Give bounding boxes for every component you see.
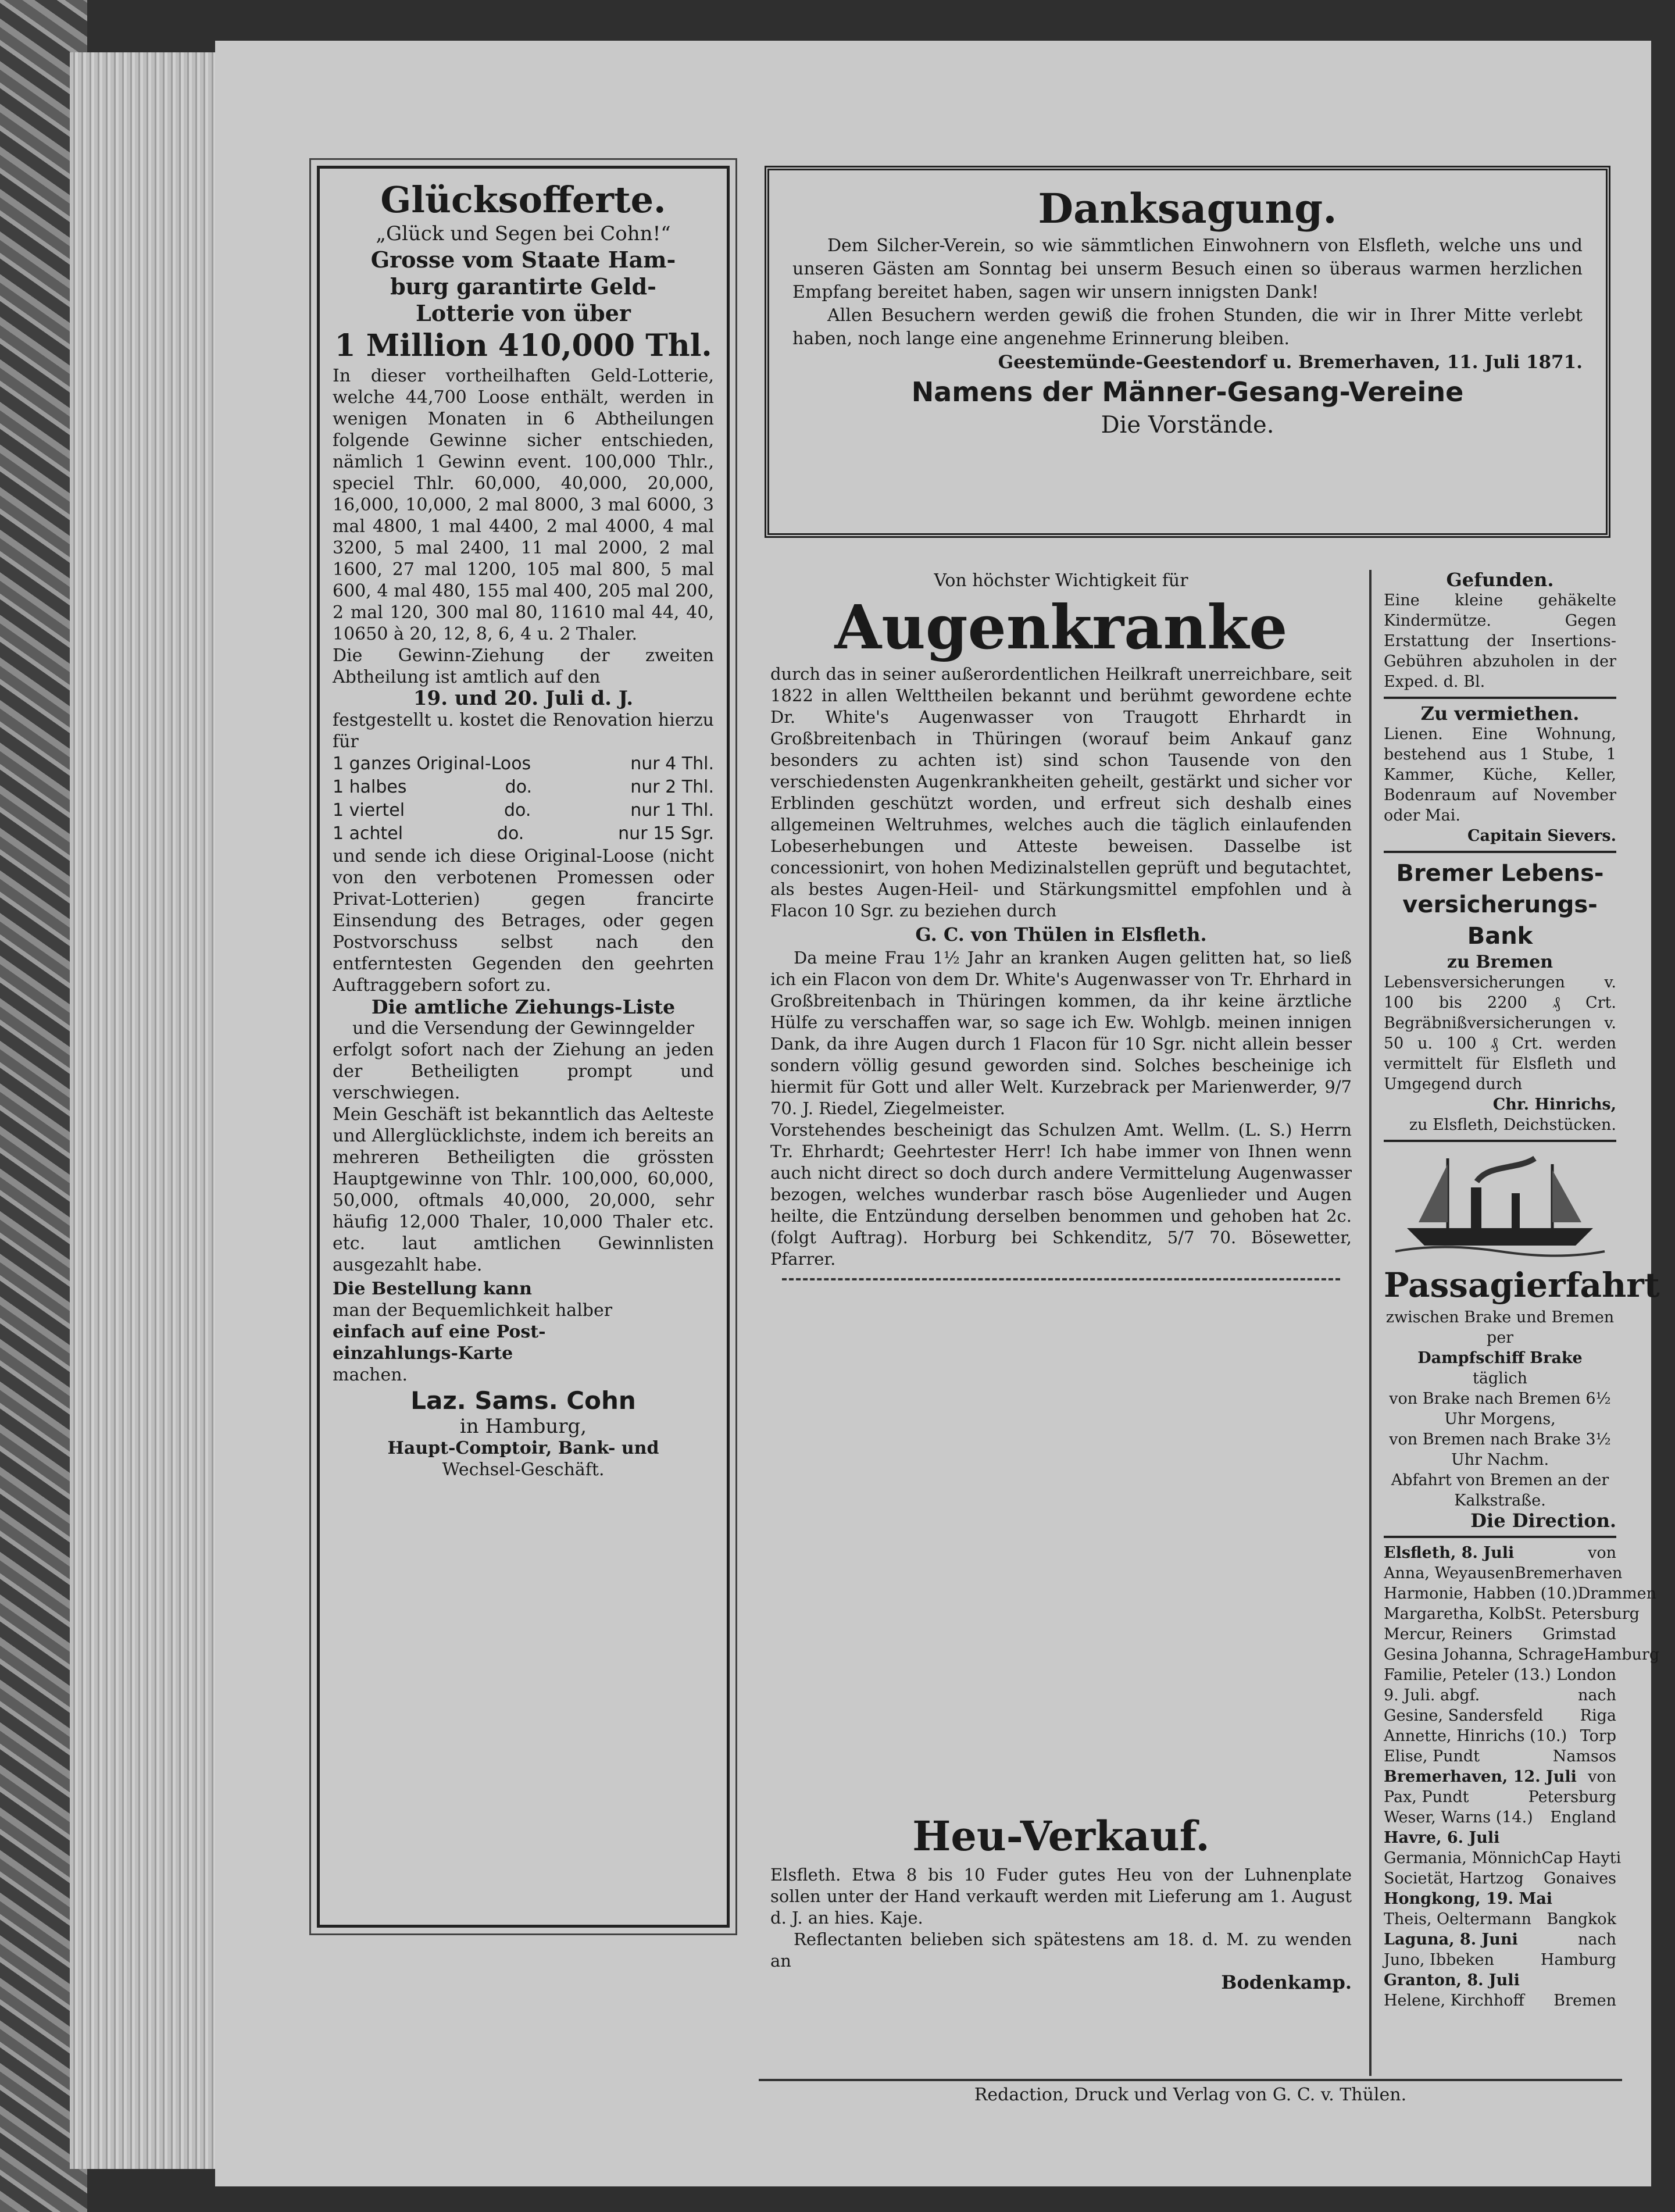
price-row: 1 ganzes Original-Loos nur 4 Thl. [333,754,714,774]
ship-label: Pax, Pundt [1384,1788,1469,1806]
lottery-body-1: In dieser vortheilhaften Geld-Lotterie, welche 44,700 Loose enthält, werden in wenigen Monaten in 6 Abtheilungen folgende Gewinne sicher entschieden, nämlich 1 Gewinn event. 100,000 Thlr., speciel Thlr. 60,000, 40,000, 20,000, 16,000, 10,000, 2 mal 8000, 3 mal 6000, 3 mal 4800, 1 mal 4400, 2 mal 4000, 4 mal 3200, 5 mal 2400, 11 mal 2000, 2 mal 1600, 27 mal 1200, 105 mal 800, 5 mal 600, 4 mal 480, 155 mal 400, 205 mal 200, 2 mal 120, 300 mal 80, 11610 mal 44, 40, 10650 à 20, 12, 8, 6, 4 u. 2 Thaler. [333,366,714,644]
ship-row [1384,1970,1616,1990]
ferry-body-3: täglich [1472,1369,1527,1387]
ship-destination: Petersburg [1528,1788,1616,1806]
ship-label: Familie, Peteler (13.) [1384,1666,1551,1684]
ship-row [1384,1543,1616,1563]
ship-row [1384,1604,1640,1624]
ship-destination: Bremen [1553,1992,1616,2010]
ferry-body-5: von Bremen nach Brake 3½ Uhr Nachm. [1389,1430,1611,1469]
ship-destination: Drammen [1577,1585,1656,1603]
ship-row [1384,1706,1616,1726]
ship-label: Gesine, Sandersfeld [1384,1707,1544,1725]
thanks-body-2: Allen Besuchern werden gewiß die frohen Stunden, die wir in Ihrer Mitte verlebt haben, noch lange eine angenehme Erinnerung bleiben. [792,305,1583,349]
ship-destination: Hamburg [1584,1646,1660,1664]
lottery-sig-firm: Haupt-Comptoir, Bank- und [387,1438,659,1458]
bank-body: Lebensversicherungen v. 100 bis 2200 ₰ Crt. Begräbnißversicherungen v. 50 u. 100 ₰ Crt. werden vermittelt für Elsfleth und Umgegend durch [1384,973,1616,1093]
lottery-body-2: Die Gewinn-Ziehung der zweiten Abtheilung ist amtlich auf den [333,645,714,687]
order-line: einfach auf eine Post- [333,1322,546,1342]
bank-agent-address: zu Elsfleth, Deichstücken. [1409,1116,1616,1134]
ship-row [1384,1767,1616,1787]
lottery-ad [317,166,730,1928]
ferry-heading: Passagierfahrt [1384,1265,1660,1305]
ship-label: Mercur, Reiners [1384,1625,1513,1643]
ship-row [1384,1909,1616,1929]
lottery-million: 1 Million 410,000 Thl. [334,328,712,363]
ship-label: Elise, Pundt [1384,1747,1480,1765]
ship-label: Hongkong, 19. Mai [1384,1890,1553,1908]
lottery-title-3: Lotterie von über [416,300,631,326]
lottery-body-3: festgestellt u. kostet die Renovation hierzu für [333,710,714,752]
thanks-society: Namens der Männer-Gesang-Vereine [911,376,1464,408]
ship-label: Bremerhaven, 12. Juli [1384,1768,1577,1786]
ship-row [1384,1868,1616,1889]
ship-destination: Hamburg [1540,1951,1616,1969]
price-row: 1 halbes do. nur 2 Thl. [333,777,714,797]
order-line: Die Bestellung kann [333,1279,532,1299]
footer-rule [759,2079,1622,2081]
lottery-sig-firm2: Wechsel-Geschäft. [442,1460,605,1480]
ship-row [1384,1746,1616,1767]
ship-row [1384,1807,1616,1828]
ship-destination: Namsos [1552,1747,1616,1765]
bank-place: zu Bremen [1447,952,1553,972]
bank-heading-1: Bremer Lebens- [1396,860,1604,887]
thanks-place: Geestemünde-Geestendorf u. Bremerhaven, 11. Juli 1871. [998,352,1583,373]
ship-row [1384,1624,1616,1644]
ship-label: Granton, 8. Juli [1384,1971,1520,1989]
found-heading: Gefunden. [1446,569,1554,591]
lottery-body-5: Die amtliche Ziehungs-Liste [371,996,676,1018]
ship-label: Margaretha, Kolb [1384,1605,1525,1623]
ship-label: Weser, Warns (14.) [1384,1808,1533,1826]
lottery-sig-city: in Hamburg, [459,1415,587,1438]
ferry-body-4: von Brake nach Bremen 6½ Uhr Morgens, [1389,1390,1611,1428]
ship-label: Theis, Oeltermann [1384,1910,1531,1928]
ship-destination: Gonaives [1543,1870,1616,1888]
price-row: 1 achtel do. nur 15 Sgr. [333,823,714,844]
eye-body-3: Vorstehendes bescheinigt das Schulzen Amt. Wellm. (L. S.) Herrn Tr. Ehrhardt; Geehrtester Herr! Ich habe immer von Ihnen wenn auch nicht direct so doch durch andere Vermittelung Augenwasser bezogen, welches wunderbar rasch böse Augenlieder und Augen heilte, die Entzündung derselben benommen und gehoben hat 2c. (folgt Auftrag). Horburg bei Schkenditz, 5/7 70. Bösewetter, Pfarrer. [770,1120,1352,1269]
ferry-body-2: Dampfschiff Brake [1417,1349,1583,1367]
lottery-order [333,1278,714,1386]
rent-body: Lienen. Eine Wohnung, bestehend aus 1 Stube, 1 Kammer, Küche, Keller, Bodenraum auf November oder Mai. [1384,725,1616,825]
order-line: einzahlungs-Karte [333,1343,513,1364]
ship-label: Elsfleth, 8. Juli [1384,1544,1515,1562]
ship-row [1384,1990,1616,2011]
found-body: Eine kleine gehäkelte Kindermütze. Gegen Erstattung der Insertions-Gebühren abzuholen in der Exped. d. Bl. [1384,591,1616,691]
ship-label: 9. Juli. abgf. [1384,1686,1480,1704]
ship-label: Germania, Mönnich [1384,1849,1542,1867]
column-rule [1369,570,1372,2076]
lottery-title-1: Grosse vom Staate Ham- [370,247,676,273]
ship-row [1384,1685,1616,1706]
bank-agent: Chr. Hinrichs, [1492,1096,1616,1114]
ship-label: Helene, Kirchhoff [1384,1992,1524,2010]
hay-body-2: Reflectanten belieben sich spätestens am 18. d. M. zu wenden an [770,1929,1352,1971]
ship-row [1384,1828,1616,1848]
lottery-heading: Glücksofferte. [380,179,666,221]
ship-destination: Bremerhaven [1515,1564,1623,1582]
ship-destination: London [1556,1666,1616,1684]
price-row: 1 viertel do. nur 1 Thl. [333,800,714,820]
thanks-body-1: Dem Silcher-Verein, so wie sämmtlichen Einwohnern von Elsfleth, welche uns und unseren Gästen am Sonntag bei unserm Besuch einen so überaus warmen herzlichen Empfang bereitet haben, sagen wir unsern innigsten Dank! [792,236,1583,302]
hay-sig: Bodenkamp. [1221,1971,1352,1993]
lottery-body-6: und die Versendung der Gewinngelder [352,1018,694,1039]
hay-body: Elsfleth. Etwa 8 bis 10 Fuder gutes Heu von der Luhnenplate sollen unter der Hand verkauft werden mit Lieferung am 1. August d. J. an hies. Kaje. [770,1865,1352,1928]
page-edges [70,52,221,2169]
thanks-board: Die Vorstände. [1101,412,1274,438]
eye-kicker: Von höchster Wichtigkeit für [934,570,1188,591]
ship-label: Harmonie, Habben (10.) [1384,1585,1578,1603]
hay-heading: Heu-Verkauf. [912,1812,1210,1860]
lottery-body-8: Mein Geschäft ist bekanntlich das Aelteste und Allerglücklichste, indem ich bereits an mehreren Betheiligten die grössten Hauptgewinne von Thlr. 100,000, 60,000, 50,000, oftmals 40,000, 20,000, sehr häufig 12,000 Thaler, 10,000 Thaler etc. etc. laut amtlichen Gewinnlisten ausgezahlt habe. [333,1104,714,1275]
ship-label: Laguna, 8. Juni [1384,1931,1518,1949]
ship-destination: Cap Hayti [1541,1849,1622,1867]
ship-label: Anna, Weyausen [1384,1564,1515,1582]
steamship-illustration [1384,1147,1616,1263]
thanks-heading: Danksagung. [1038,184,1337,233]
bank-heading-2: versicherungs-Bank [1402,891,1598,950]
ship-destination: Bangkok [1547,1910,1616,1928]
ship-destination: von [1588,1544,1616,1562]
ship-row [1384,1665,1616,1685]
eye-body-2: Da meine Frau 1½ Jahr an kranken Augen gelitten hat, so ließ ich ein Flacon von dem Dr. White's Augenwasser von Tr. Ehrhard in Großbreitenbach in Thüringen kommen, da ihr keine ärztliche Hülfe zu verschaffen war, so sage ich Ew. Wohlgb. meinen innigen Dank, da ihre Augen durch 1 Flacon für 10 Sgr. nicht allein besser sondern völlig gesund geworden sind. Solches bescheinige ich hiermit für Gott und aller Welt. Kurzebrack per Marienwerder, 9/7 70. J. Riedel, Ziegelmeister. [770,948,1352,1118]
ferry-body-1: zwischen Brake und Bremen per [1385,1308,1615,1347]
ship-list [1384,1543,1660,2011]
ship-row [1384,1583,1656,1604]
ship-label: Havre, 6. Juli [1384,1829,1500,1847]
divider [1384,851,1616,853]
ferry-sig: Die Direction. [1470,1510,1616,1532]
ship-destination: St. Petersburg [1524,1605,1640,1623]
ship-label: Societät, Hartzog [1384,1870,1524,1888]
ship-row [1384,1644,1660,1665]
ship-destination: von [1588,1768,1616,1786]
ship-destination: nach [1578,1931,1616,1949]
ship-destination: Riga [1580,1707,1616,1725]
ship-destination: England [1550,1808,1616,1826]
ship-row [1384,1950,1616,1970]
ship-destination: Torp [1580,1727,1616,1745]
imprint: Redaction, Druck und Verlag von G. C. v. Thülen. [974,2085,1407,2105]
hay-ad [759,1808,1363,2076]
ship-row [1384,1848,1622,1868]
eye-heading: Augenkranke [834,591,1288,663]
ship-destination: Grimstad [1542,1625,1616,1643]
lottery-body-4: und sende ich diese Original-Loose (nicht von den verbotenen Promessen oder Privat-Lotterien) gegen francirte Einsendung des Betrages, oder gegen Postvorschuss selbst nach den entferntesten Gegenden den geehrten Auftraggebern sofort zu. [333,846,714,996]
ship-row [1384,1563,1623,1583]
ferry-body-6: Abfahrt von Bremen an der Kalkstraße. [1391,1471,1609,1510]
lottery-title-2: burg garantirte Geld- [390,273,656,299]
newspaper-page [215,41,1660,2186]
ship-label: Juno, Ibbeken [1384,1951,1494,1969]
divider [1384,1140,1616,1142]
lottery-sig-name: Laz. Sams. Cohn [410,1386,636,1415]
lottery-body-7: erfolgt sofort nach der Ziehung an jeden der Betheiligten prompt und verschwiegen. [333,1040,714,1103]
order-line: man der Bequemlichkeit halber [333,1300,613,1321]
lottery-dates: 19. und 20. Juli d. J. [413,687,634,710]
ship-row [1384,1726,1616,1746]
eye-body-1: durch das in seiner außerordentlichen Heilkraft unerreichbare, seit 1822 in allen Welttheilen bekannt und berühmt gewordene echte Dr. White's Augenwasser von Traugott Ehrhardt in Großbreitenbach in Thüringen (worauf beim Ankauf ganz besonders zu achten ist) sind schon Tausende von den verschiedensten Augenkrankheiten geheilt, gestärkt und sicher vor Erblinden geschützt worden, und erfreut sich deshalb eines allgemeinen Weltruhmes, welches auch die täglich einlaufenden Lobeserhebungen und Atteste beweisen. Dasselbe ist concessionirt, von hohen Medizinalstellen geprüft und begutachtet, als bestes Augen-Heil- und Stärkungsmittel empfohlen und à Flacon 10 Sgr. zu beziehen durch [770,664,1352,921]
order-line: machen. [333,1365,408,1385]
right-column [1378,569,1660,2076]
eye-dealer: G. C. von Thülen in Elsfleth. [915,923,1207,946]
ship-row [1384,1787,1616,1807]
ship-row [1384,1929,1616,1950]
rent-sig: Capitain Sievers. [1467,827,1616,845]
divider [782,1278,1340,1280]
thanks-ad [765,166,1610,538]
rent-heading: Zu vermiethen. [1420,702,1580,725]
ship-label: Gesina Johanna, Schrage [1384,1646,1584,1664]
lottery-slogan: „Glück und Segen bei Cohn!“ [376,222,671,245]
lottery-price-list [333,752,714,845]
ship-row [1384,1889,1616,1909]
eye-ad [759,570,1363,1803]
ship-label: Annette, Hinrichs (10.) [1384,1727,1567,1745]
divider [1384,697,1616,699]
divider [1384,1536,1616,1538]
ship-destination: nach [1578,1686,1616,1704]
